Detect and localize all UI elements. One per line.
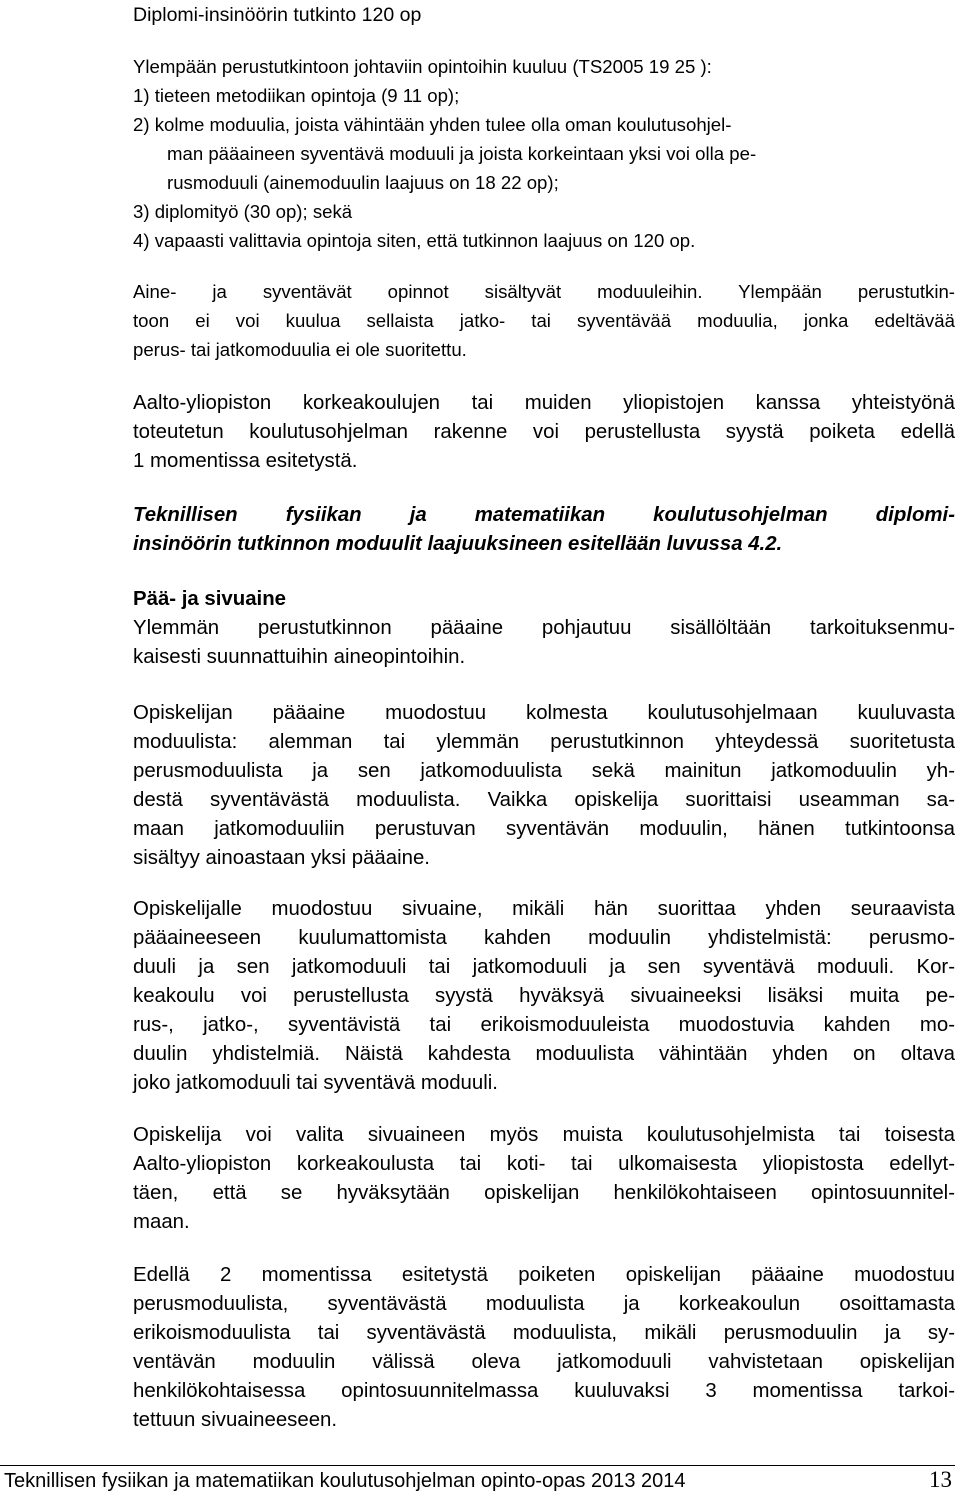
list-item: 1) tieteen metodiikan opintoja (9 11 op); — [133, 85, 460, 106]
paragraph-line: Aine- ja syventävät opinnot sisältyvät moduuleihin. Ylempään perustutkin- — [133, 281, 955, 302]
exception-paragraph — [133, 1261, 955, 1435]
list-intro: Ylempään perustutkintoon johtaviin opintoihin kuuluu (TS2005 19 25 ): — [133, 56, 712, 77]
paragraph-line: toon ei voi kuulua sellaista jatko- tai syventävää moduulia, jonka edeltävää — [133, 310, 955, 331]
paragraph-line: sisältyy ainoastaan yksi pääaine. — [133, 847, 430, 869]
paragraph-line: 1 momentissa esitetystä. — [133, 450, 358, 472]
list-item: 2) kolme moduulia, joista vähintään yhden tulee olla oman koulutusohjel- — [133, 114, 732, 135]
paragraph-line: pääaineeseen kuulumattomista kahden moduulin yhdistelmistä: perusmo- — [133, 927, 955, 949]
list-item: rusmoduuli (ainemoduulin laajuus on 18 22 op); — [167, 172, 559, 193]
paragraph-line: perusmoduulista ja sen jatkomoduulista sekä mainitun jatkomoduulin yh- — [133, 760, 955, 782]
paragraph-line: insinöörin tutkinnon moduulit laajuuksineen esitellään luvussa 4.2. — [133, 533, 783, 555]
document-title: Diplomi-insinöörin tutkinto 120 op — [133, 4, 422, 26]
paragraph-line: Opiskelijalle muodostuu sivuaine, mikäli hän suorittaa yhden seuraavista — [133, 898, 955, 920]
major-minor-section — [133, 585, 955, 672]
paragraph-line: Teknillisen fysiikan ja matematiikan koulutusohjelman diplomi- — [133, 504, 955, 526]
paragraph-line: keakoulu voi perustellusta syystä hyväksyä sivuaineeksi lisäksi muita pe- — [133, 985, 955, 1007]
minor-other-paragraph — [133, 1121, 955, 1237]
paragraph-line: henkilökohtaisessa opintosuunnitelmassa kuuluvaksi 3 momentissa tarkoi- — [133, 1380, 955, 1402]
paragraph-line: toteutetun koulutusohjelman rakenne voi perustellusta syystä poiketa edellä — [133, 421, 955, 443]
section-heading: Pää- ja sivuaine — [133, 588, 287, 610]
paragraph-line: joko jatkomoduuli tai syventävä moduuli. — [133, 1072, 498, 1094]
list-item: 4) vapaasti valittavia opintoja siten, että tutkinnon laajuus on 120 op. — [133, 230, 696, 251]
paragraph-line: ventävän moduulin välissä oleva jatkomoduuli vahvistetaan opiskelijan — [133, 1351, 955, 1373]
paragraph-line: Opiskelijan pääaine muodostuu kolmesta koulutusohjelmaan kuuluvasta — [133, 702, 955, 724]
list-item: 3) diplomityö (30 op); sekä — [133, 201, 353, 222]
degree-structure-list — [133, 52, 756, 255]
paragraph-line: duulin yhdistelmiä. Näistä kahdesta moduulista vähintään yhden on oltava — [133, 1043, 955, 1065]
paragraph-line: tettuun sivuaineeseen. — [133, 1409, 338, 1431]
aalto-paragraph — [133, 389, 955, 476]
paragraph-line: perusmoduulista, syventävästä moduulista ja korkeakoulun osoittamasta — [133, 1293, 955, 1315]
paragraph-line: Edellä 2 momentissa esitetystä poiketen opiskelijan pääaine muodostuu — [133, 1264, 955, 1286]
paragraph-line: erikoismoduulista tai syventävästä moduulista, mikäli perusmoduulin ja sy- — [133, 1322, 955, 1344]
modules-paragraph — [133, 277, 955, 364]
paragraph-line: täen, että se hyväksytään opiskelijan henkilökohtaiseen opintosuunnitel- — [133, 1182, 955, 1204]
paragraph-line: maan jatkomoduuliin perustuvan syventävän moduulin, hänen tutkintoonsa — [133, 818, 955, 840]
footer-divider — [0, 1465, 955, 1466]
paragraph-line: rus-, jatko-, syventävistä tai erikoismoduuleista muodostuvia kahden mo- — [133, 1014, 955, 1036]
paragraph-line: duuli ja sen jatkomoduuli tai jatkomoduuli ja sen syventävä moduuli. Kor- — [133, 956, 955, 978]
footer-text: Teknillisen fysiikan ja matematiikan koulutusohjelman opinto-opas 2013 2014 — [4, 1470, 686, 1492]
modules-reference-paragraph — [133, 501, 955, 559]
page-number: 13 — [929, 1467, 952, 1492]
paragraph-line: Opiskelija voi valita sivuaineen myös muista koulutusohjelmista tai toisesta — [133, 1124, 955, 1146]
paragraph-line: Aalto-yliopiston korkeakoulusta tai koti- tai ulkomaisesta yliopistosta edellyt- — [133, 1153, 955, 1175]
minor-paragraph — [133, 895, 955, 1098]
paragraph-line: Ylemmän perustutkinnon pääaine pohjautuu sisällöltään tarkoituksenmu- — [133, 617, 955, 639]
major-paragraph — [133, 699, 955, 873]
paragraph-line: perus- tai jatkomoduulia ei ole suoritettu. — [133, 339, 467, 360]
paragraph-line: destä syventävästä moduulista. Vaikka opiskelija suorittaisi useamman sa- — [133, 789, 955, 811]
paragraph-line: moduulista: alemman tai ylemmän perustutkinnon yhteydessä suoritetusta — [133, 731, 955, 753]
paragraph-line: maan. — [133, 1211, 190, 1233]
paragraph-line: Aalto-yliopiston korkeakoulujen tai muiden yliopistojen kanssa yhteistyönä — [133, 392, 955, 414]
list-item: man pääaineen syventävä moduuli ja joista korkeintaan yksi voi olla pe- — [167, 143, 757, 164]
paragraph-line: kaisesti suunnattuihin aineopintoihin. — [133, 646, 466, 668]
